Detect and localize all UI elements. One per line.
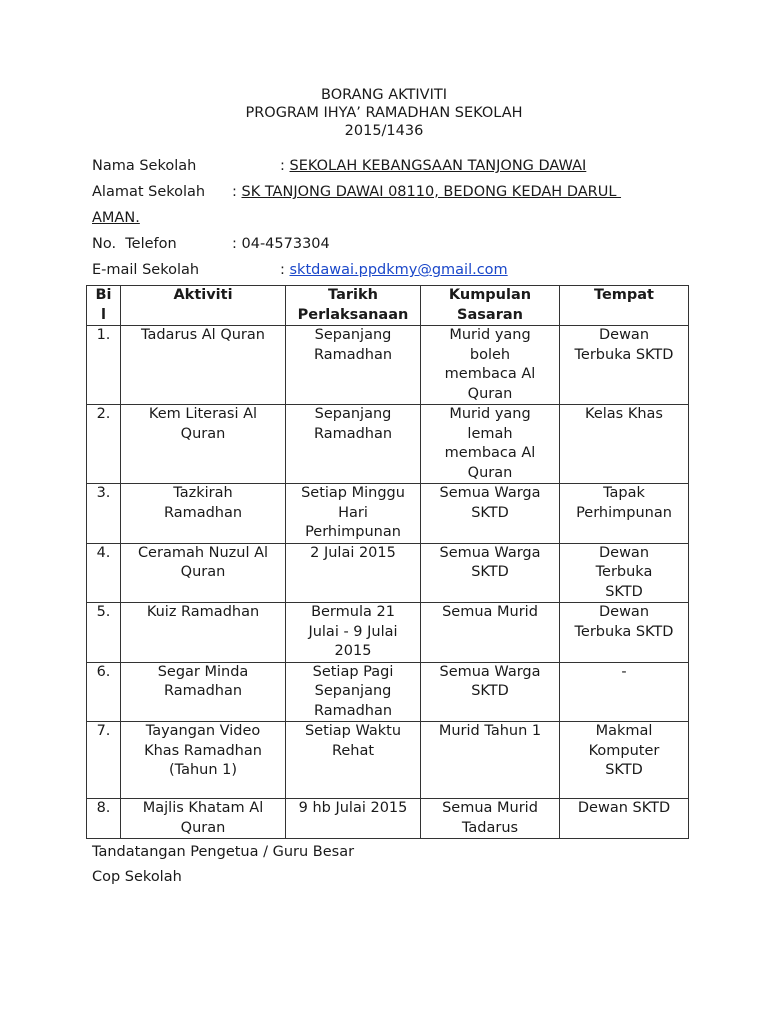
cell-aktiviti	[121, 484, 286, 544]
cell-aktiviti	[121, 405, 286, 484]
cell-tarikh-line: Setiap Pagi	[312, 663, 394, 680]
cell-tempat-line: Dewan SKTD	[577, 800, 671, 816]
cell-aktiviti-line: Ramadhan	[163, 504, 243, 521]
cell-kumpulan	[421, 722, 560, 799]
cell-bil	[87, 484, 121, 544]
info-address-continued	[92, 209, 140, 227]
cell-kumpulan	[421, 484, 560, 544]
cell-aktiviti-line: Majlis Khatam Al	[142, 800, 264, 816]
cell-kumpulan-line: Murid Tahun 1	[438, 723, 542, 739]
cell-bil-text: 1.	[96, 327, 111, 343]
cell-tarikh-line: Hari	[338, 504, 368, 521]
cell-bil	[87, 662, 121, 722]
email-link[interactable]: sktdawai.ppdkmy@gmail.com	[289, 262, 508, 278]
table-row	[87, 662, 689, 722]
header-bil-line-2: l	[101, 306, 106, 323]
cell-kumpulan-line: SKTD	[471, 683, 509, 699]
cell-aktiviti-line: Tazkirah	[173, 485, 233, 501]
cell-kumpulan-line: Semua Murid	[442, 800, 538, 816]
cell-kumpulan-line: SKTD	[471, 504, 509, 521]
cell-kumpulan-line: Quran	[467, 385, 513, 402]
cell-tarikh	[286, 405, 421, 484]
cell-bil	[87, 722, 121, 799]
cell-tempat-line: Tapak	[603, 485, 645, 501]
school-name-field	[280, 157, 586, 175]
cell-bil-text: 4.	[96, 544, 111, 561]
cell-aktiviti-line: Quran	[180, 819, 226, 836]
header-aktiviti-text: Aktiviti	[173, 287, 233, 303]
cell-tempat-line: SKTD	[605, 583, 643, 600]
header-kumpulan	[421, 286, 560, 326]
cell-tarikh	[286, 603, 421, 663]
cell-tempat	[560, 799, 689, 839]
header-tarikh-line-1: Tarikh	[328, 287, 378, 303]
cell-kumpulan-line: Semua Warga	[439, 663, 541, 680]
phone-value: 04-4573304	[241, 236, 330, 252]
activity-table	[86, 285, 689, 839]
cell-tempat	[560, 662, 689, 722]
cell-tarikh-line: Rehat	[331, 742, 375, 759]
school-name-separator: :	[280, 158, 290, 174]
table-row	[87, 722, 689, 799]
cell-kumpulan-line: Semua Murid	[442, 604, 538, 620]
cell-tempat-line: Dewan	[598, 544, 650, 561]
cell-aktiviti-line: Ramadhan	[163, 683, 243, 699]
signature-label: Tandatangan Pengetua / Guru Besar	[92, 844, 355, 860]
school-name-label: Nama Sekolah	[92, 158, 197, 174]
cell-tarikh-line: Sepanjang	[314, 327, 392, 343]
cell-tarikh-line: Julai - 9 Julai	[308, 623, 398, 640]
cell-aktiviti	[121, 603, 286, 663]
table-header-row	[87, 286, 689, 326]
cell-tarikh-line: Ramadhan	[313, 346, 393, 363]
cell-tempat-line: Perhimpunan	[576, 504, 672, 521]
cell-tempat-line: Kelas Khas	[585, 406, 663, 422]
cell-bil	[87, 543, 121, 603]
cell-kumpulan	[421, 543, 560, 603]
cell-tarikh	[286, 543, 421, 603]
cell-tempat-line: Dewan	[598, 604, 650, 620]
address-value-line-2: AMAN.	[92, 210, 140, 226]
header-kumpulan-line-2: Sasaran	[457, 306, 523, 323]
header-bil-line-1: Bi	[95, 287, 112, 303]
cell-kumpulan-line: Tadarus	[461, 819, 519, 836]
cell-aktiviti	[121, 799, 286, 839]
table-row	[87, 543, 689, 603]
address-value-line-1: SK TANJONG DAWAI 08110, BEDONG KEDAH DARUL	[241, 184, 622, 200]
cell-tarikh-line: 9 hb Julai 2015	[298, 800, 408, 816]
cell-tarikh	[286, 484, 421, 544]
cell-tarikh-line: Ramadhan	[313, 702, 393, 719]
cell-tarikh-line: Perhimpunan	[305, 524, 401, 540]
email-field	[280, 261, 508, 279]
cell-kumpulan-line: boleh	[469, 346, 511, 363]
cell-kumpulan-line: membaca Al	[444, 366, 536, 382]
header-kumpulan-line-1: Kumpulan	[448, 287, 532, 303]
cell-tempat	[560, 484, 689, 544]
table-row	[87, 799, 689, 839]
stamp-label: Cop Sekolah	[92, 869, 182, 885]
table-row	[87, 484, 689, 544]
cell-bil	[87, 326, 121, 405]
header-tarikh	[286, 286, 421, 326]
address-separator: :	[232, 184, 242, 200]
cell-kumpulan-line: lemah	[467, 425, 513, 442]
cell-tarikh-line: 2015	[334, 643, 372, 659]
cell-aktiviti	[121, 326, 286, 405]
cell-aktiviti-line: Quran	[180, 564, 226, 580]
cell-bil-text: 7.	[96, 723, 111, 739]
cell-kumpulan	[421, 326, 560, 405]
cell-tarikh-line: Sepanjang	[314, 683, 392, 699]
cell-aktiviti-line: Kuiz Ramadhan	[146, 604, 260, 620]
cell-bil-text: 8.	[96, 800, 111, 816]
table-row	[87, 405, 689, 484]
table-body	[87, 326, 689, 839]
cell-bil	[87, 603, 121, 663]
cell-aktiviti-line: Tayangan Video	[145, 723, 261, 739]
cell-bil-text: 6.	[96, 663, 111, 680]
cell-kumpulan-line: Quran	[467, 464, 513, 481]
cell-aktiviti-line: Segar Minda	[157, 663, 249, 680]
phone-label: No. Telefon	[92, 236, 177, 252]
cell-tarikh	[286, 662, 421, 722]
cell-tempat	[560, 722, 689, 799]
header-tarikh-line-2: Perlaksanaan	[297, 306, 409, 323]
cell-tempat-line: Komputer	[588, 742, 660, 759]
cell-kumpulan-line: Murid yang	[449, 406, 531, 422]
header-tempat	[560, 286, 689, 326]
cell-bil-text: 3.	[96, 485, 111, 501]
cell-tarikh-line: Setiap Minggu	[301, 485, 405, 501]
cell-kumpulan-line: membaca Al	[444, 445, 536, 461]
cell-tempat	[560, 543, 689, 603]
cell-kumpulan-line: SKTD	[471, 564, 509, 580]
table-row	[87, 326, 689, 405]
address-label: Alamat Sekolah	[92, 184, 206, 200]
cell-kumpulan	[421, 799, 560, 839]
cell-aktiviti	[121, 662, 286, 722]
cell-tempat-line: SKTD	[605, 762, 643, 778]
cell-tempat	[560, 405, 689, 484]
cell-tempat-line: Dewan	[598, 327, 650, 343]
cell-tarikh-line: Bermula 21	[311, 604, 395, 620]
cell-tarikh	[286, 722, 421, 799]
document-header	[0, 86, 768, 140]
table-row	[87, 603, 689, 663]
cell-bil-text: 5.	[96, 604, 111, 620]
phone-field	[232, 235, 330, 253]
cell-tempat-line: Terbuka SKTD	[574, 623, 674, 640]
title-line-3: 2015/1436	[344, 123, 424, 139]
cell-aktiviti-line: Ceramah Nuzul Al	[137, 544, 269, 561]
header-tempat-text: Tempat	[593, 287, 654, 303]
cell-kumpulan-line: Murid yang	[449, 327, 531, 343]
cell-kumpulan-line: Semua Warga	[439, 544, 541, 561]
cell-tarikh	[286, 799, 421, 839]
cell-kumpulan	[421, 662, 560, 722]
cell-tarikh-line: Setiap Waktu	[304, 723, 402, 739]
cell-aktiviti-line: Quran	[180, 425, 226, 442]
cell-kumpulan-line: Semua Warga	[439, 485, 541, 501]
cell-tempat-line: Terbuka SKTD	[574, 346, 674, 363]
cell-tarikh	[286, 326, 421, 405]
cell-aktiviti-line: Kem Literasi Al	[148, 406, 258, 422]
header-aktiviti	[121, 286, 286, 326]
cell-aktiviti	[121, 722, 286, 799]
cell-kumpulan	[421, 405, 560, 484]
cell-tempat	[560, 603, 689, 663]
cell-tarikh-line: Ramadhan	[313, 425, 393, 442]
cell-aktiviti	[121, 543, 286, 603]
header-bil	[87, 286, 121, 326]
cell-kumpulan	[421, 603, 560, 663]
title-line-2: PROGRAM IHYA’ RAMADHAN SEKOLAH	[245, 105, 523, 121]
email-separator: :	[280, 262, 290, 278]
cell-aktiviti-line: Khas Ramadhan	[144, 742, 262, 759]
cell-tempat-line: Terbuka	[595, 564, 653, 580]
cell-tempat-line: -	[621, 663, 627, 680]
cell-aktiviti-line: Tadarus Al Quran	[141, 327, 265, 343]
title-line-1: BORANG AKTIVITI	[321, 87, 447, 103]
phone-separator: :	[232, 236, 242, 252]
cell-bil	[87, 799, 121, 839]
cell-tempat	[560, 326, 689, 405]
cell-tempat-line: Makmal	[595, 723, 653, 739]
school-name-value: SEKOLAH KEBANGSAAN TANJONG DAWAI	[289, 158, 587, 174]
address-field	[232, 183, 621, 201]
cell-aktiviti-line: (Tahun 1)	[168, 762, 238, 778]
cell-tarikh-line: Sepanjang	[314, 406, 392, 422]
cell-bil-text: 2.	[96, 406, 111, 422]
email-label: E-mail Sekolah	[92, 262, 200, 278]
cell-bil	[87, 405, 121, 484]
cell-tarikh-line: 2 Julai 2015	[310, 544, 396, 561]
